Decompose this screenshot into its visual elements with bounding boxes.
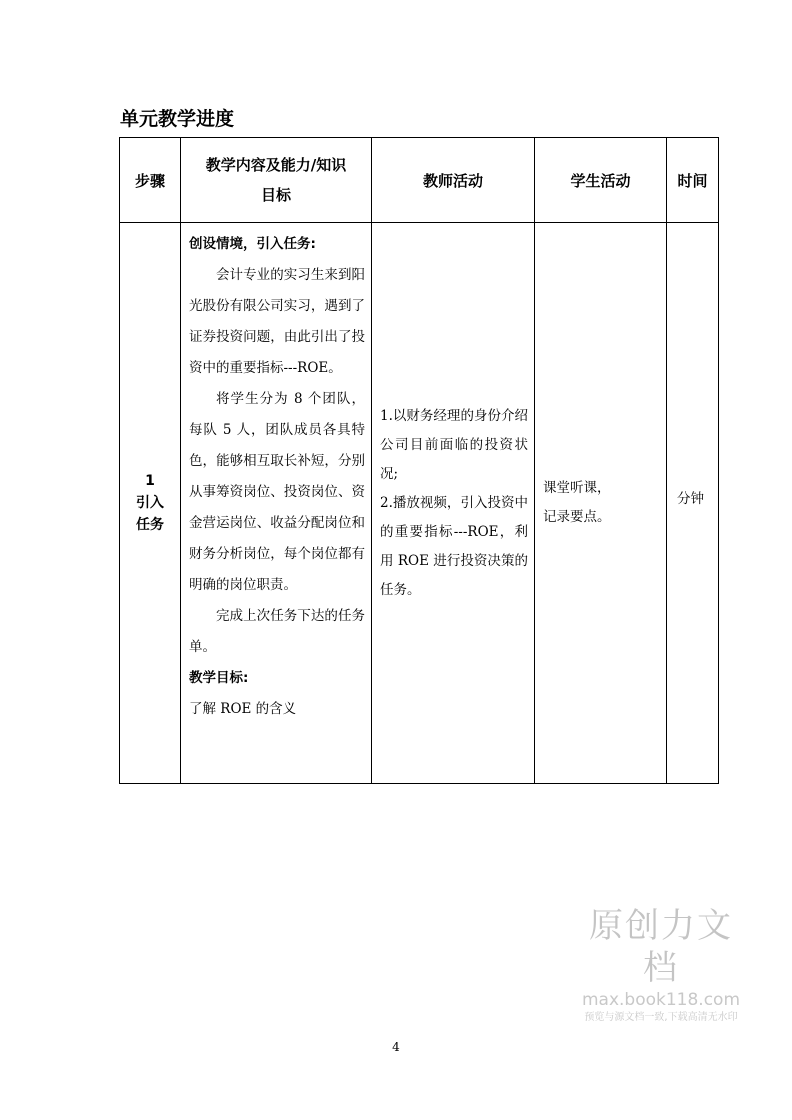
watermark-brand: 原创力文档 bbox=[589, 906, 733, 988]
header-time: 时间 bbox=[667, 138, 719, 223]
student-line-1: 课堂听课， bbox=[543, 480, 611, 496]
teacher-activity-cell bbox=[372, 223, 535, 784]
step-name-line2: 任务 bbox=[136, 517, 164, 533]
step-name-line1: 引入 bbox=[136, 495, 164, 511]
teacher-item-1: 1.以财务经理的身份介绍公司目前面临的投资状况; bbox=[380, 407, 528, 482]
content-cell bbox=[181, 223, 372, 784]
time-value: 分钟 bbox=[677, 491, 704, 507]
content-objective: 了解 ROE 的含义 bbox=[189, 701, 297, 717]
header-content-line1: 教学内容及能力/知识 bbox=[205, 156, 347, 174]
student-activity-cell bbox=[535, 223, 667, 784]
watermark-tagline: 预览与源文档一致,下载高清无水印 bbox=[584, 1012, 738, 1023]
watermark-url: max.book118.com bbox=[581, 990, 741, 1010]
content-heading-objective: 教学目标: bbox=[189, 670, 249, 686]
step-number: 1 bbox=[145, 473, 155, 489]
teaching-progress-table bbox=[119, 137, 719, 784]
teacher-item-2: 2.播放视频，引入投资中的重要指标---ROE，利用 ROE 进行投资决策的任务。 bbox=[380, 494, 528, 598]
header-step: 步骤 bbox=[120, 138, 181, 223]
header-content-line2: 目标 bbox=[260, 186, 291, 204]
content-paragraph-3: 完成上次任务下达的任务单。 bbox=[189, 608, 365, 655]
student-line-2: 记录要点。 bbox=[543, 509, 611, 525]
page-number: 4 bbox=[392, 1040, 400, 1054]
content-heading-scenario: 创设情境，引入任务: bbox=[189, 236, 316, 252]
time-cell bbox=[667, 223, 719, 784]
header-student: 学生活动 bbox=[535, 138, 667, 223]
content-paragraph-1: 会计专业的实习生来到阳光股份有限公司实习，遇到了证券投资问题，由此引出了投资中的重要指标---ROE。 bbox=[189, 267, 365, 376]
watermark bbox=[572, 905, 750, 1025]
table-header-row bbox=[120, 138, 719, 223]
document-title: 单元教学进度 bbox=[120, 108, 235, 130]
step-cell bbox=[120, 223, 181, 784]
content-paragraph-2: 将学生分为 8 个团队，每队 5 人，团队成员各具特色，能够相互取长补短，分别从事筹资岗位、投资岗位、资金营运岗位、收益分配岗位和财务分析岗位，每个岗位都有明确的岗位职责。 bbox=[189, 391, 365, 593]
header-content bbox=[181, 138, 372, 223]
table-row bbox=[120, 223, 719, 784]
header-teacher: 教师活动 bbox=[372, 138, 535, 223]
